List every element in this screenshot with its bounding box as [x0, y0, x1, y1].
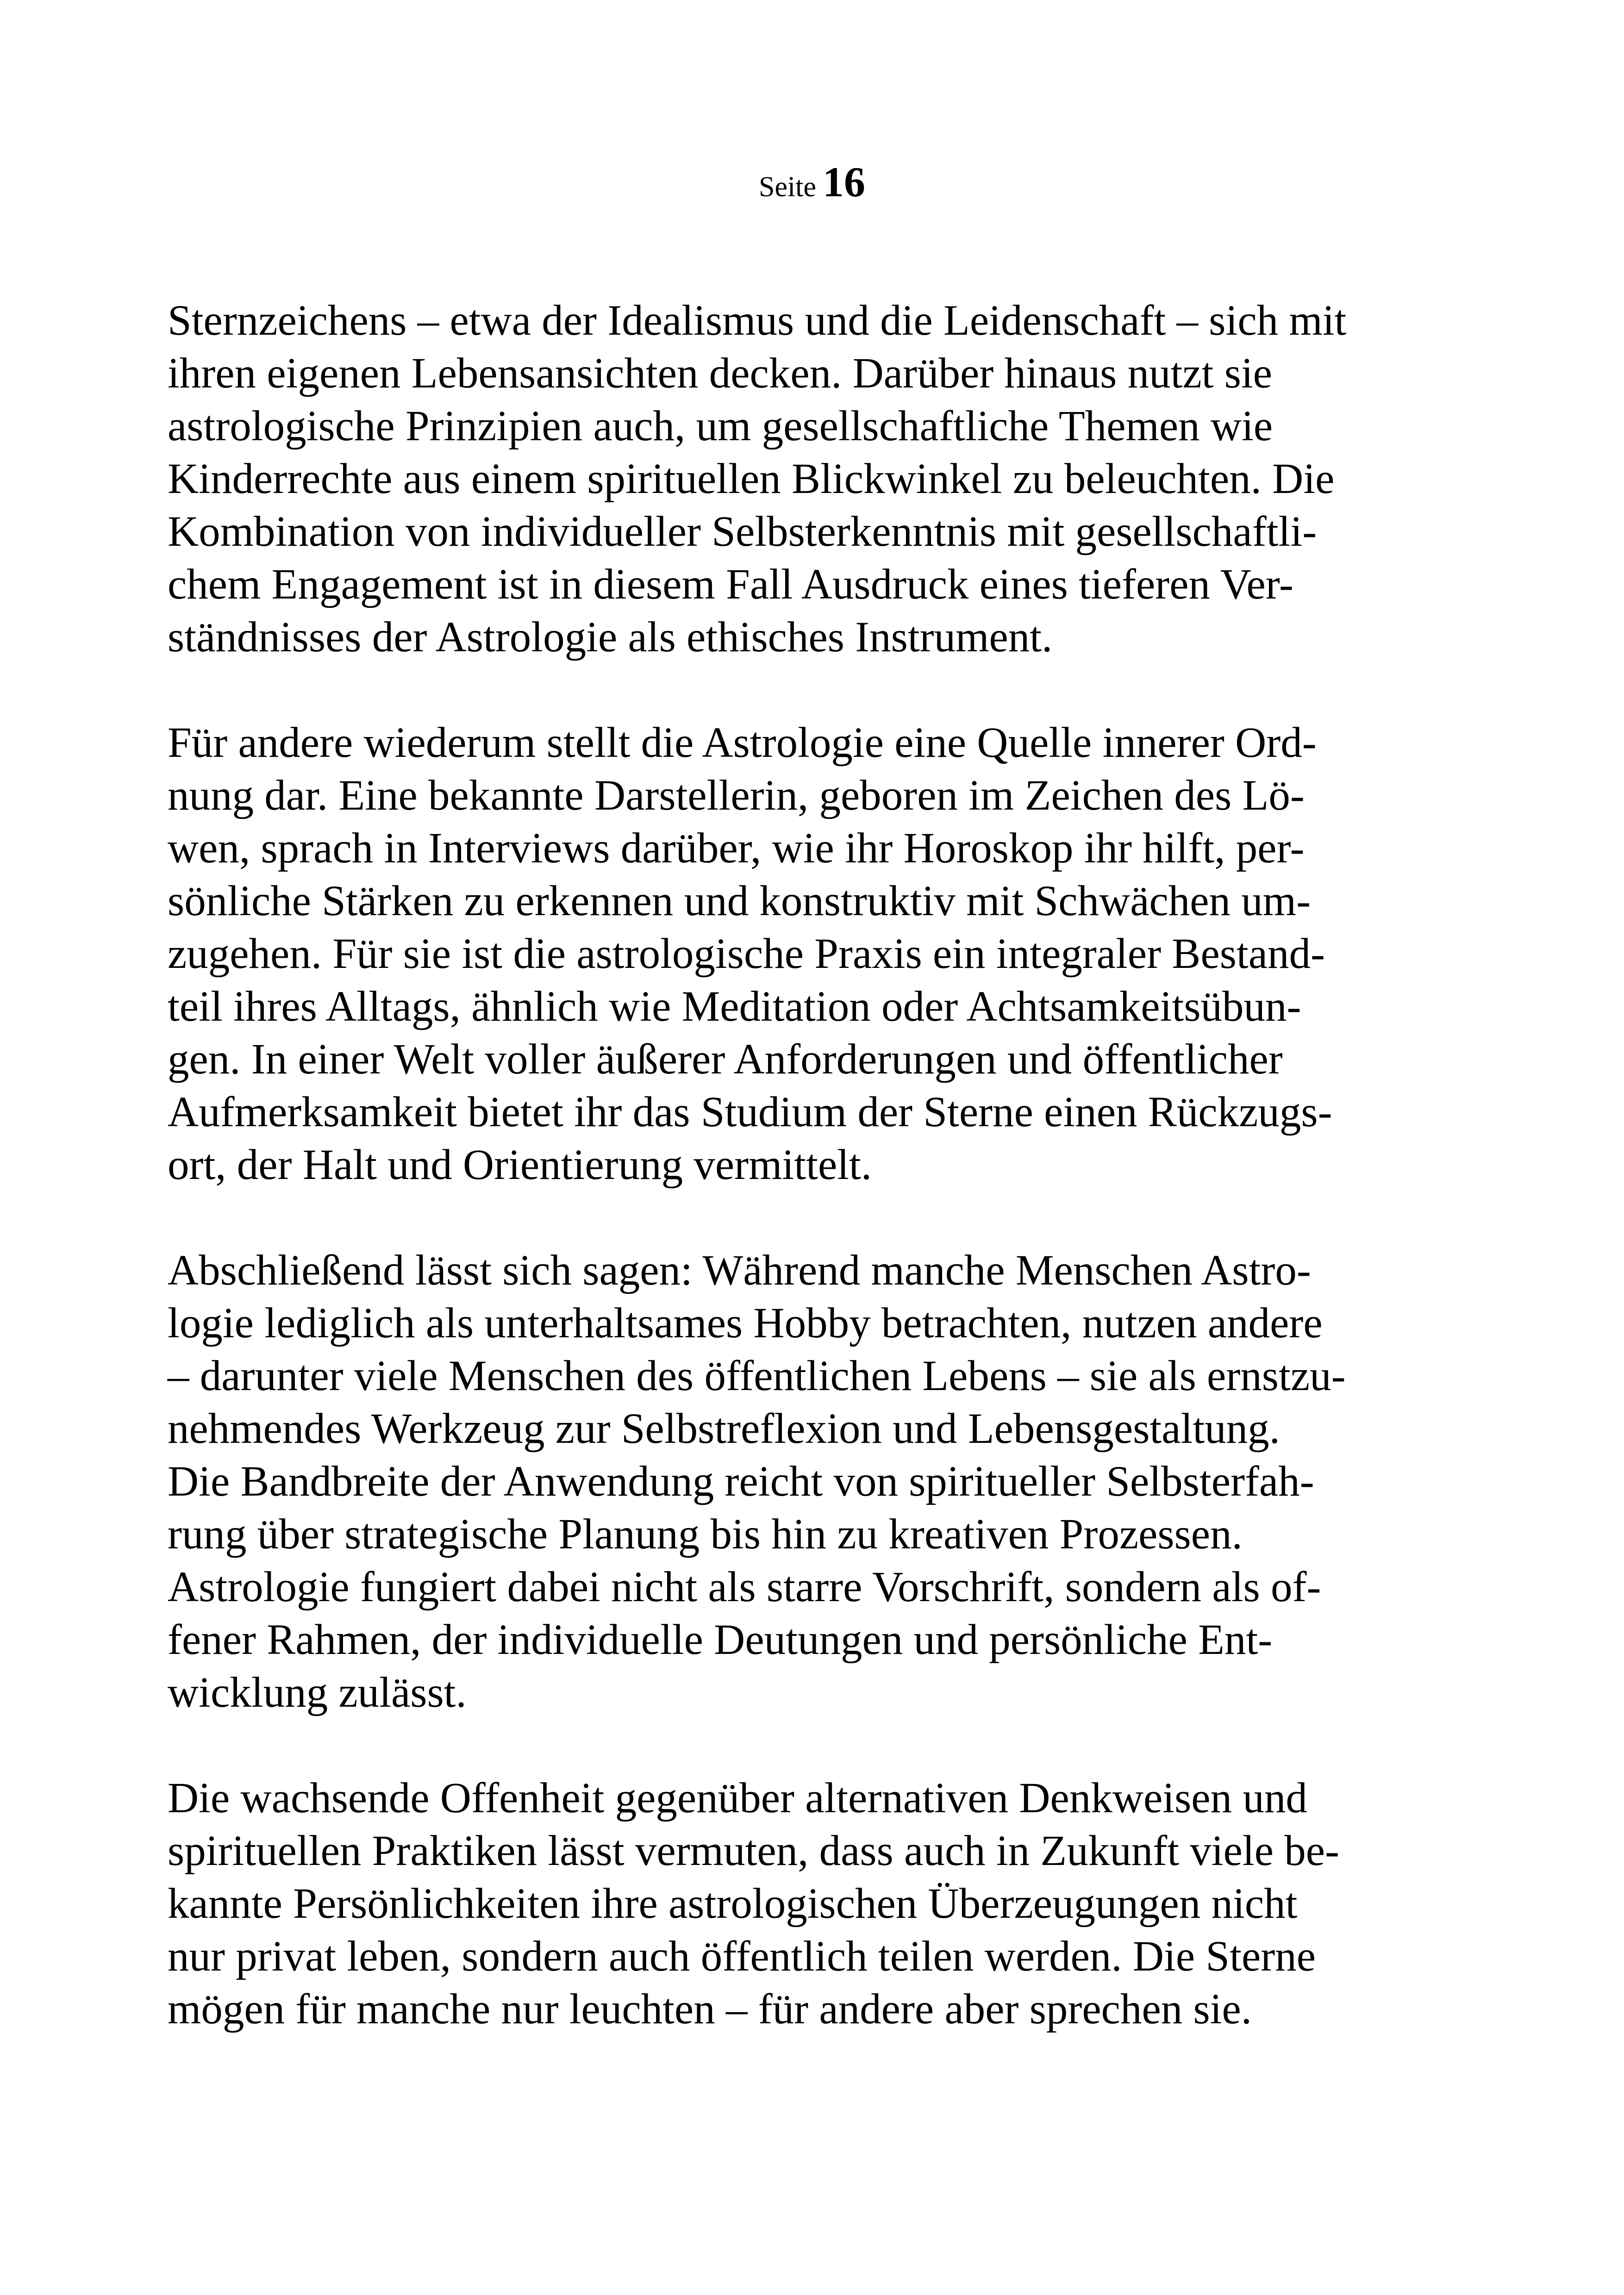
text-line: chem Engagement ist in diesem Fall Ausdruck eines tieferen Ver- — [168, 561, 1293, 608]
text-line: ständnisses der Astrologie als ethisches Instrument. — [168, 613, 1053, 661]
text-line: mögen für manche nur leuchten – für andere aber sprechen sie. — [168, 1985, 1252, 2033]
text-line: gen. In einer Welt voller äußerer Anforderungen und öffentlicher — [168, 1035, 1283, 1083]
paragraph — [168, 717, 1464, 1191]
text-line: spirituellen Praktiken lässt vermuten, dass auch in Zukunft viele be- — [168, 1827, 1340, 1875]
paragraph — [168, 294, 1464, 664]
text-line: sönliche Stärken zu erkennen und konstruktiv mit Schwächen um- — [168, 877, 1311, 925]
paragraph — [168, 1244, 1464, 1719]
text-line: Die wachsende Offenheit gegenüber alternativen Denkweisen und — [168, 1774, 1307, 1822]
paragraph — [168, 1772, 1464, 2036]
text-line: wicklung zulässt. — [168, 1669, 467, 1716]
text-line: ort, der Halt und Orientierung vermittelt. — [168, 1141, 872, 1189]
text-line: – darunter viele Menschen des öffentlichen Lebens – sie als ernstzu- — [168, 1352, 1346, 1400]
text-line: wen, sprach in Interviews darüber, wie ihr Horoskop ihr hilft, per- — [168, 824, 1305, 872]
text-line: nung dar. Eine bekannte Darstellerin, geboren im Zeichen des Lö- — [168, 772, 1305, 819]
text-line: Sternzeichens – etwa der Idealismus und die Leidenschaft – sich mit — [168, 297, 1347, 344]
text-line: logie lediglich als unterhaltsames Hobby betrachten, nutzen andere — [168, 1299, 1323, 1347]
text-line: fener Rahmen, der individuelle Deutungen und persönliche Ent- — [168, 1616, 1273, 1664]
text-line: nehmendes Werkzeug zur Selbstreflexion und Lebensgestaltung. — [168, 1405, 1280, 1453]
text-line: kannte Persönlichkeiten ihre astrologischen Überzeugungen nicht — [168, 1880, 1298, 1927]
text-line: Astrologie fungiert dabei nicht als starre Vorschrift, sondern als of- — [168, 1563, 1321, 1611]
text-line: ihren eigenen Lebensansichten decken. Darüber hinaus nutzt sie — [168, 349, 1273, 397]
text-line: astrologische Prinzipien auch, um gesellschaftliche Themen wie — [168, 402, 1273, 450]
text-line: Aufmerksamkeit bietet ihr das Studium der Sterne einen Rückzugs- — [168, 1088, 1332, 1136]
text-line: Für andere wiederum stellt die Astrologie eine Quelle innerer Ord- — [168, 719, 1317, 767]
page-number: 16 — [822, 158, 865, 206]
text-line: Kinderrechte aus einem spirituellen Blickwinkel zu beleuchten. Die — [168, 455, 1335, 503]
page-header — [0, 157, 1624, 206]
text-line: rung über strategische Planung bis hin zu kreativen Prozessen. — [168, 1510, 1243, 1558]
page-header-label: Seite — [759, 171, 816, 203]
text-line: nur privat leben, sondern auch öffentlich teilen werden. Die Sterne — [168, 1933, 1316, 1980]
text-line: Die Bandbreite der Anwendung reicht von spiritueller Selbsterfah- — [168, 1458, 1314, 1505]
text-line: teil ihres Alltags, ähnlich wie Meditation oder Achtsamkeitsübun- — [168, 983, 1301, 1030]
text-line: zugehen. Für sie ist die astrologische Praxis ein integraler Bestand- — [168, 930, 1325, 978]
text-line: Kombination von individueller Selbsterkenntnis mit gesellschaftli- — [168, 508, 1317, 555]
text-line: Abschließend lässt sich sagen: Während manche Menschen Astro- — [168, 1247, 1311, 1294]
page-body — [168, 294, 1464, 2089]
